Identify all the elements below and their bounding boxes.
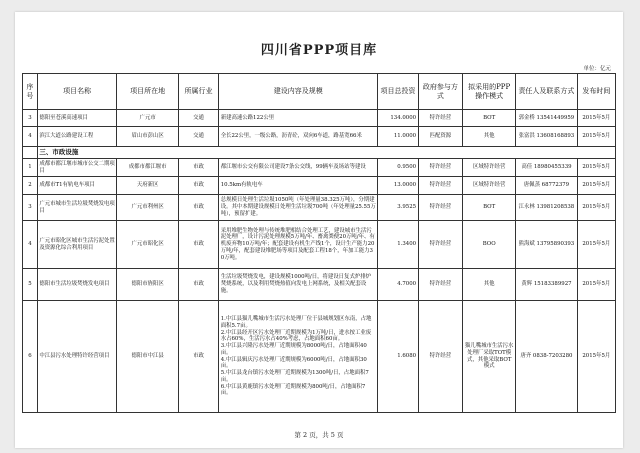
cell-mode: 区域特许经营 <box>463 177 516 195</box>
cell-no: 4 <box>23 221 38 269</box>
cell-mode: 其他 <box>463 127 516 147</box>
cell-investment: 3.9525 <box>378 195 418 221</box>
cell-mode: BOT <box>463 110 516 127</box>
cell-gov: 特许经营 <box>418 110 463 127</box>
cell-location: 德阳市中江县 <box>117 301 179 413</box>
cell-industry: 市政 <box>178 269 218 301</box>
cell-date: 2015年5月 <box>577 221 615 269</box>
header-investment: 项目总投资 <box>378 74 418 110</box>
page-footer: 第 2 页，共 5 页 <box>294 431 344 439</box>
cell-industry: 市政 <box>178 195 218 221</box>
table-row <box>23 221 616 269</box>
cell-name: 成都市T1有轨电车项目 <box>37 177 117 195</box>
cell-contact: 张富洪 13608168893 <box>516 127 578 147</box>
cell-date: 2015年5月 <box>577 159 615 177</box>
cell-gov: 特许经营 <box>418 177 463 195</box>
cell-date: 2015年5月 <box>577 110 615 127</box>
cell-contact: 唐齐 0838-7203280 <box>516 301 578 413</box>
cell-name: 德阳市生活垃圾焚烧发电项目 <box>37 269 117 301</box>
cell-name: 滨江大道公路建设工程 <box>37 127 117 147</box>
cell-mode: 猫儿嘴城市生活污水处理厂采取TOT模式，其他采取BOT模式 <box>463 301 516 413</box>
document-page <box>15 12 623 448</box>
cell-industry: 市政 <box>178 301 218 413</box>
cell-date: 2015年5月 <box>577 301 615 413</box>
cell-gov: 特许经营 <box>418 159 463 177</box>
cell-mode: 区域特许经营 <box>463 159 516 177</box>
section-spacer <box>23 147 38 159</box>
cell-content: 1.中江县猫儿嘴城市生活污水处理厂位于县城规划区东南，占地面积5.7亩。 2.中江县经开区污水处理厂近期规模为1万吨/日，进水按工业废水占60%，生活污水占40%考虑，占地面积60亩。 3.中江县兴隆污水处理厂近期规模为8000吨/日，占地面积40亩。 4.中江县辑庆污水处理厂近期规模为6000吨/日，占地面积30亩。 5.中江县龙台镇污水处理厂近期规模为1300吨/日，占地面积7亩。 6.中江县黄鹿镇污水处理厂近期规模为800吨/日，占地面积7亩。 <box>219 301 378 413</box>
cell-no: 3 <box>23 110 38 127</box>
cell-no: 5 <box>23 269 38 301</box>
header-no: 序号 <box>23 74 38 110</box>
cell-location: 广元市 <box>117 110 179 127</box>
table-row <box>23 110 616 127</box>
cell-mode: BOO <box>463 221 516 269</box>
unit-label: 单位：亿元 <box>583 66 611 72</box>
section-row <box>23 147 616 159</box>
cell-contact: 唐佩蒸 68772379 <box>516 177 578 195</box>
header-date: 发布时间 <box>577 74 615 110</box>
table-row <box>23 159 616 177</box>
cell-industry: 交通 <box>178 110 218 127</box>
cell-industry: 市政 <box>178 159 218 177</box>
project-table <box>22 73 616 413</box>
cell-no: 6 <box>23 301 38 413</box>
cell-location: 广元市昭化区 <box>117 221 179 269</box>
cell-no: 1 <box>23 159 38 177</box>
cell-contact: 熊海斌 13795890393 <box>516 221 578 269</box>
cell-content: 采用堆肥生物处理与传统堆肥相结合处理工艺，建设城市生活污泥处理厂，设计污泥处理规模5万吨/年、畜禽粪便20万吨/年、有机废弃物10万吨/年；配套建设有机生产线1个，设计生产能力20万吨/年，配套建设堆肥场等项目及配套工程18个，年加工能力30万吨。 <box>219 221 378 269</box>
cell-investment: 1.3400 <box>378 221 418 269</box>
cell-contact: 黄辉 15183389927 <box>516 269 578 301</box>
table-row <box>23 127 616 147</box>
cell-gov: 匹配资源 <box>418 127 463 147</box>
cell-date: 2015年5月 <box>577 195 615 221</box>
table-row <box>23 301 616 413</box>
cell-contact: 郭金桥 13541449959 <box>516 110 578 127</box>
cell-investment: 0.9500 <box>378 159 418 177</box>
cell-location: 成都市都江堰市 <box>117 159 179 177</box>
cell-mode: 其他 <box>463 269 516 301</box>
cell-content: 生活垃圾焚烧发电，建设规模1000吨/日，将建设日复式炉排炉焚烧系统，以及利用焚烧热值向发电上网系统，及相关配套设施。 <box>219 269 378 301</box>
header-contact: 责任人及联系方式 <box>516 74 578 110</box>
cell-industry: 市政 <box>178 221 218 269</box>
cell-investment: 13.0000 <box>378 177 418 195</box>
cell-date: 2015年5月 <box>577 177 615 195</box>
cell-location: 天府新区 <box>117 177 179 195</box>
cell-gov: 特许经营 <box>418 195 463 221</box>
cell-investment: 1.6080 <box>378 301 418 413</box>
cell-industry: 市政 <box>178 177 218 195</box>
cell-investment: 4.7000 <box>378 269 418 301</box>
cell-no: 3 <box>23 195 38 221</box>
cell-mode: BOT <box>463 195 516 221</box>
header-content: 建设内容及规模 <box>219 74 378 110</box>
header-name: 项目名称 <box>37 74 117 110</box>
cell-gov: 特许经营 <box>418 221 463 269</box>
cell-contact: 高佳 18980455339 <box>516 159 578 177</box>
table-row <box>23 177 616 195</box>
cell-location: 德阳市旌阳区 <box>117 269 179 301</box>
table-header-row <box>23 74 616 110</box>
cell-gov: 特许经营 <box>418 301 463 413</box>
cell-content: 都江堰市公交有限公司建设7条公交线，99辆车及场站等建设 <box>219 159 378 177</box>
cell-name: 德阳至苍溪高速项目 <box>37 110 117 127</box>
header-industry: 所属行业 <box>178 74 218 110</box>
table-row <box>23 269 616 301</box>
cell-location: 广元市利州区 <box>117 195 179 221</box>
cell-content: 新建高速公路122公里 <box>219 110 378 127</box>
section-title: 三、市政设施 <box>37 147 615 159</box>
cell-no: 4 <box>23 127 38 147</box>
header-mode: 拟采用的PPP操作模式 <box>463 74 516 110</box>
cell-investment: 134.0000 <box>378 110 418 127</box>
table-row <box>23 195 616 221</box>
cell-name: 成都市都江堰市城市公交二期项目 <box>37 159 117 177</box>
header-gov: 政府参与方式 <box>418 74 463 110</box>
cell-industry: 交通 <box>178 127 218 147</box>
cell-contact: 江永林 13981208538 <box>516 195 578 221</box>
page-title: 四川省PPP项目库 <box>260 43 378 58</box>
cell-no: 2 <box>23 177 38 195</box>
header-location: 项目所在地 <box>117 74 179 110</box>
cell-name: 广元市城市生活垃圾焚烧发电项目 <box>37 195 117 221</box>
cell-date: 2015年5月 <box>577 127 615 147</box>
cell-gov: 特许经营 <box>418 269 463 301</box>
cell-content: 全长22公里，一级公路，沥青砼，双向6车道，路基宽66米 <box>219 127 378 147</box>
cell-date: 2015年5月 <box>577 269 615 301</box>
cell-content: 总规模日处理生活垃圾1050吨（年处理量38.325万吨），分期建设。其中本期建设规模日处理生活垃圾700吨（年处理量25.55万吨），预留扩建。 <box>219 195 378 221</box>
cell-content: 10.5km有轨电车 <box>219 177 378 195</box>
cell-name: 广元市昭化区城市生活污泥处置及资源化综合利用项目 <box>37 221 117 269</box>
cell-name: 中江县污水处理特许经营项目 <box>37 301 117 413</box>
cell-investment: 11.0000 <box>378 127 418 147</box>
cell-location: 眉山市彭山区 <box>117 127 179 147</box>
